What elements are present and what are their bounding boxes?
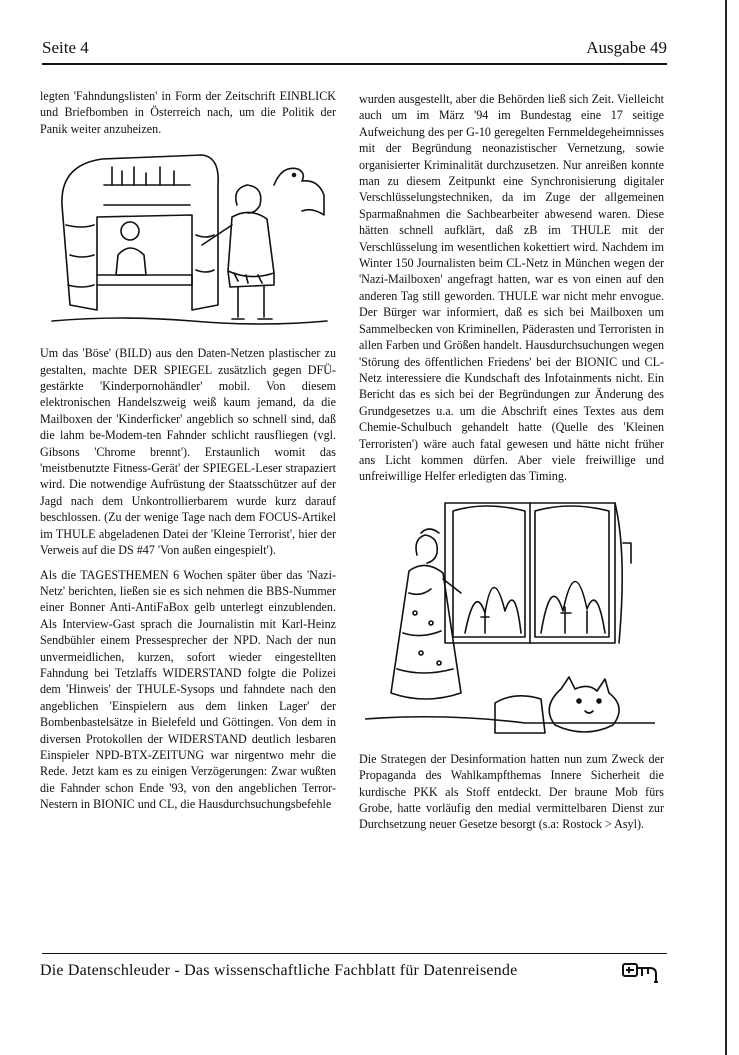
cartoon-stone-age-cave-illustration bbox=[42, 145, 332, 335]
issue-number: Ausgabe 49 bbox=[586, 38, 667, 57]
illustration-caption: Die Strategen der Desinformation hatten nun zum Zweck der Propaganda des Wahlkampfthemas Innere Sicherheit die kurdische PKK als Stoff entdeckt. Der braune Mob fürs Grobe, hatte vorläufig den medial vermittelbaren Dienst zur Durchsetzung neuer Gesetze besorgt (s.a: Rostock > Asyl). bbox=[359, 751, 664, 832]
left-column bbox=[40, 88, 336, 821]
paragraph: Um das 'Böse' (BILD) aus den Daten-Netzen plastischer zu gestalten, machte DER SPIEGEL zusätzlich gegen DFÜ-gestärkte 'Kinderpornohändler' mobil. Von diesem elektronischen Handelszweig weiß kaum jemand, da die Mailboxen der 'Kinderficker' angeblich so schnell sind, daß die lahm be-Modem-ten Fahnder schlicht rausfliegen (vgl. Gibsons 'Chrome brennt'). Erstaunlich womit das 'meistbenutzte Fitness-Gerät' der SPIEGEL-Leser strapaziert wird. Die notwendige Aufrüstung der Staatsschützer auf der Jagd nach dem Unkontrollierbarem wurde kurz darauf beschlossen. (Zu der wenige Tage nach dem FOCUS-Artikel im THULE abgeladenen Datei der 'Kleine Terrorist', hier der Verweis auf die DS #47 'Von außen eingespielt'). bbox=[40, 346, 336, 558]
right-column bbox=[359, 91, 664, 841]
cartoon-woman-at-window-illustration bbox=[365, 493, 655, 743]
page-number: Seite 4 bbox=[42, 38, 89, 57]
header-rule bbox=[42, 63, 667, 65]
footer-rule bbox=[42, 953, 667, 954]
footer-title: Die Datenschleuder - Das wissenschaftliche Fachblatt für Datenreisende bbox=[40, 962, 518, 979]
paragraph: wurden ausgestellt, aber die Behörden ließ sich Zeit. Vielleicht auch um im März '94 im Bundestag eine 17 seitige Aufweichung des per G-10 geregelten Fernmeldegeheimnisses mit der Begründung neonazistischer Vernetzung, sowie organisierter Kriminalität durchzusetzen. Nur anreißen konnte man zu diesem Zeitpunkt eine Synchronisierung digitaler Verschlüsselungstechniken, da im Zuge der allgemeinen Sparmaßnahmen die Sachbearbeiter abwesend waren. Diese hätten schnell aufklärt, daß zB im THULE mit der Verschlüsselung im wesentlichen kokettiert wird. Nachdem im Winter 150 Journalisten beim CL-Netz in München wegen der 'Nazi-Mailboxen' angefragt hatten, war es von einen auf den anderen Tag still geworden. THULE war nicht mehr envogue. Der Bürger war informiert, daß es sich bei Mailboxen um Sammelbecken von Kriminellen, Päderasten und Terroristen in allen Farben und Größen handelt. Hausdurchsuchungen wegen 'Störung des öffentlichen Friedens' bei der BIONIC und CL-Netz interessiere die Kundschaft des Infotainments nicht. Ein Bericht das es sich bei der Begründungen zur Änderung des Grundgesetzes u.a. um die Abschrift eines Textes aus dem Chemie-Schulbuch gehandelt hatte (Quelle des 'Kleinen Terroristen') wäre auch fatal gewesen und hätte nicht früher ans Licht kommen dürfen. Aber viele freiwillige und unfreiwillige Helfer erledigten das Timing. bbox=[359, 92, 664, 484]
chaos-computer-club-logo-icon bbox=[620, 960, 662, 986]
scan-edge-line bbox=[725, 0, 727, 1055]
paragraph: legten 'Fahndungslisten' in Form der Zeitschrift EINBLICK und Briefbomben in Österreich nach, um die Politik der Panik weiter anzuheizen. bbox=[40, 89, 336, 136]
paragraph: Als die TAGESTHEMEN 6 Wochen später über das 'Nazi-Netz' berichten, ließen sie es sich nehmen die BBS-Nummer einer Bonner Anti-AntiFaBox gelb unterlegt einzublenden. Als Interview-Gast sprach die Journalistin mit Karl-Heinz Sendbühler einem Pressesprecher der NPD. Nach der nun unvermeidlichen, kurzen, sofort wieder eingestellten Fahndung bei Tetzlaffs WIDERSTAND folgte die Polizei dem 'Hinweis' der THULE-Sysops und fahndete nach den angeblichen 'Einspielern aus dem linken Lager' der Bombenbastelsätze in Bielefeld und Göttingen. Von dem in diversen Protokollen der WIDERSTAND deutlich lesbaren Einspieler NPD-BTX-ZEITUNG war nirgentwo mehr die Rede. Jetzt kam es zu einigen Verzögerungen: Zwar wußten die Fahnder schon Ende '93, von den angeblichen Terror-Nestern in BIONIC und CL, die Hausdurchsuchungsbefehle bbox=[40, 567, 336, 812]
